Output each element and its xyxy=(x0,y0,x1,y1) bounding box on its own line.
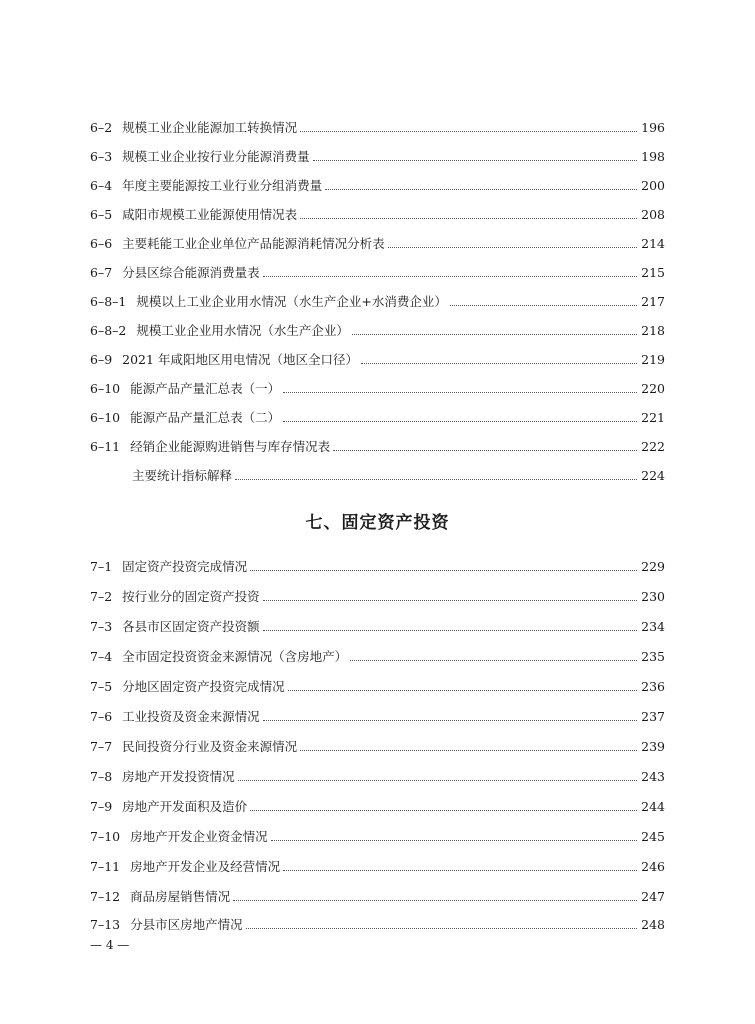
entry-title: 年度主要能源按工业行业分组消费量 xyxy=(122,178,323,193)
toc-entry[interactable] xyxy=(90,586,665,606)
entry-title: 固定资产投资完成情况 xyxy=(122,559,248,574)
entry-page: 234 xyxy=(641,619,665,634)
dot-leader xyxy=(313,159,637,161)
dot-leader xyxy=(352,333,637,335)
entry-number: 6–11 xyxy=(90,439,121,454)
entry-number: 6–8–2 xyxy=(90,323,127,338)
entry-title: 规模工业企业按行业分能源消费量 xyxy=(122,149,310,164)
dot-leader xyxy=(350,659,637,661)
entry-page: 244 xyxy=(641,799,665,814)
entry-number: 7–10 xyxy=(90,829,121,844)
dot-leader xyxy=(263,275,637,277)
entry-page: 198 xyxy=(641,149,665,164)
toc-entry[interactable] xyxy=(90,856,665,876)
dot-leader xyxy=(233,899,637,901)
toc-entry[interactable] xyxy=(90,291,665,311)
dot-leader xyxy=(263,599,637,601)
entry-page: 247 xyxy=(641,889,665,904)
toc-entry[interactable] xyxy=(90,175,665,195)
entry-page: 222 xyxy=(641,439,665,454)
entry-page: 217 xyxy=(641,294,665,309)
entry-title: 能源产品产量汇总表（二） xyxy=(130,410,281,425)
dot-leader xyxy=(288,689,637,691)
dot-leader xyxy=(250,569,637,571)
toc-entry[interactable] xyxy=(90,465,665,485)
toc-entry[interactable] xyxy=(90,914,665,934)
dot-leader xyxy=(246,927,638,929)
entry-title: 规模工业企业能源加工转换情况 xyxy=(122,120,298,135)
entry-number: 7–1 xyxy=(90,559,113,574)
toc-entry[interactable] xyxy=(90,407,665,427)
page-number: — 4 — xyxy=(90,938,130,952)
toc-entry[interactable] xyxy=(90,676,665,696)
entry-title: 按行业分的固定资产投资 xyxy=(122,589,260,604)
dot-leader xyxy=(300,130,637,132)
toc-entry[interactable] xyxy=(90,262,665,282)
entry-title: 分县区综合能源消费量表 xyxy=(122,265,260,280)
toc-entry[interactable] xyxy=(90,616,665,636)
entry-page: 236 xyxy=(641,679,665,694)
entry-title: 房地产开发企业及经营情况 xyxy=(130,859,281,874)
dot-leader xyxy=(300,217,637,219)
entry-page: 224 xyxy=(641,468,665,483)
toc-entry[interactable] xyxy=(90,204,665,224)
entry-number: 7–9 xyxy=(90,799,113,814)
entry-title: 经销企业能源购进销售与库存情况表 xyxy=(130,439,331,454)
entry-page: 208 xyxy=(641,207,665,222)
toc-entry[interactable] xyxy=(90,706,665,726)
entry-page: 235 xyxy=(641,649,665,664)
entry-page: 239 xyxy=(641,739,665,754)
entry-title: 规模以上工业企业用水情况（水生产企业+水消费企业） xyxy=(136,294,447,309)
dot-leader xyxy=(250,809,637,811)
entry-number: 7–4 xyxy=(90,649,113,664)
entry-title: 咸阳市规模工业能源使用情况表 xyxy=(122,207,298,222)
dot-leader xyxy=(283,391,637,393)
entry-page: 246 xyxy=(641,859,665,874)
entry-page: 215 xyxy=(641,265,665,280)
entry-page: 230 xyxy=(641,589,665,604)
toc-entry[interactable] xyxy=(90,556,665,576)
entry-number: 7–2 xyxy=(90,589,113,604)
toc-entry[interactable] xyxy=(90,796,665,816)
entry-title: 民间投资分行业及资金来源情况 xyxy=(122,739,298,754)
toc-entry[interactable] xyxy=(90,146,665,166)
entry-page: 200 xyxy=(641,178,665,193)
entry-title: 全市固定投资资金来源情况（含房地产） xyxy=(122,649,348,664)
entry-page: 214 xyxy=(641,236,665,251)
entry-title: 能源产品产量汇总表（一） xyxy=(130,381,281,396)
toc-entry[interactable] xyxy=(90,886,665,906)
section-heading: 七、固定资产投资 xyxy=(305,513,450,533)
entry-page: 248 xyxy=(641,917,665,932)
entry-title: 商品房屋销售情况 xyxy=(130,889,231,904)
toc-entry[interactable] xyxy=(90,766,665,786)
entry-page: 196 xyxy=(641,120,665,135)
entry-title: 房地产开发面积及造价 xyxy=(122,799,248,814)
dot-leader xyxy=(300,749,637,751)
dot-leader xyxy=(283,869,637,871)
entry-page: 237 xyxy=(641,709,665,724)
entry-page: 220 xyxy=(641,381,665,396)
entry-number: 7–8 xyxy=(90,769,113,784)
entry-number: 7–13 xyxy=(90,917,121,932)
entry-page: 219 xyxy=(641,352,665,367)
entry-title: 分地区固定资产投资完成情况 xyxy=(122,679,285,694)
entry-title: 工业投资及资金来源情况 xyxy=(122,709,260,724)
entry-number: 6–5 xyxy=(90,207,113,222)
dot-leader xyxy=(263,629,637,631)
entry-number: 6–10 xyxy=(90,410,121,425)
entry-number: 6–2 xyxy=(90,120,113,135)
entry-title: 房地产开发企业资金情况 xyxy=(130,829,268,844)
entry-number: 7–12 xyxy=(90,889,121,904)
dot-leader xyxy=(388,246,637,248)
entry-title: 房地产开发投资情况 xyxy=(122,769,235,784)
dot-leader xyxy=(283,420,637,422)
entry-number: 6–4 xyxy=(90,178,113,193)
entry-page: 221 xyxy=(641,410,665,425)
toc-entry[interactable] xyxy=(90,826,665,846)
entry-number: 6–6 xyxy=(90,236,113,251)
entry-number: 6–3 xyxy=(90,149,113,164)
entry-number: 7–6 xyxy=(90,709,113,724)
entry-number: 7–5 xyxy=(90,679,113,694)
entry-page: 229 xyxy=(641,559,665,574)
dot-leader xyxy=(325,188,637,190)
toc-entry[interactable] xyxy=(90,117,665,137)
toc-entry[interactable] xyxy=(90,646,665,666)
entry-number: 6–9 xyxy=(90,352,113,367)
entry-title: 规模工业企业用水情况（水生产企业） xyxy=(136,323,349,338)
entry-number: 7–3 xyxy=(90,619,113,634)
entry-title: 分县市区房地产情况 xyxy=(130,917,243,932)
dot-leader xyxy=(263,719,637,721)
entry-title: 主要耗能工业企业单位产品能源消耗情况分析表 xyxy=(122,236,385,251)
dot-leader xyxy=(361,362,637,364)
entry-page: 218 xyxy=(641,323,665,338)
entry-title: 2021 年咸阳地区用电情况（地区全口径） xyxy=(122,352,358,367)
entry-page: 243 xyxy=(641,769,665,784)
toc-entry[interactable] xyxy=(90,436,665,456)
dot-leader xyxy=(271,839,638,841)
dot-leader xyxy=(333,449,637,451)
entry-title: 主要统计指标解释 xyxy=(132,468,233,483)
toc-entry[interactable] xyxy=(90,233,665,253)
entry-title: 各县市区固定资产投资额 xyxy=(122,619,260,634)
toc-entry[interactable] xyxy=(90,736,665,756)
dot-leader xyxy=(235,478,637,480)
entry-page: 245 xyxy=(641,829,665,844)
entry-number: 7–11 xyxy=(90,859,121,874)
entry-number: 6–8–1 xyxy=(90,294,127,309)
entry-number: 6–7 xyxy=(90,265,113,280)
entry-number: 6–10 xyxy=(90,381,121,396)
toc-entry[interactable] xyxy=(90,349,665,369)
toc-entry[interactable] xyxy=(90,378,665,398)
toc-entry[interactable] xyxy=(90,320,665,340)
dot-leader xyxy=(450,304,637,306)
dot-leader xyxy=(238,779,637,781)
entry-number: 7–7 xyxy=(90,739,113,754)
